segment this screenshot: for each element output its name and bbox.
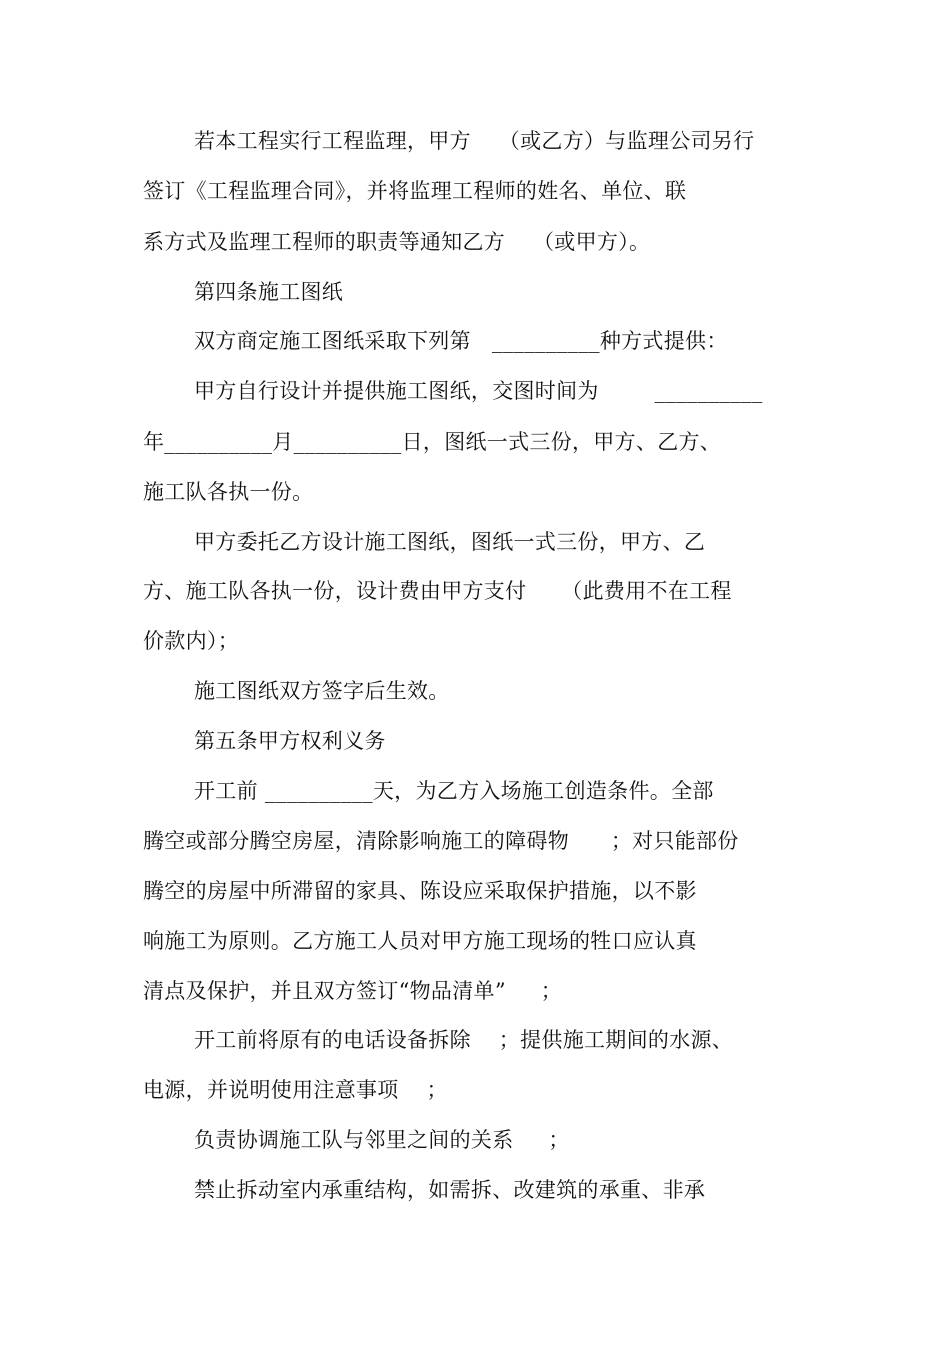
paragraph-line: 禁止拆动室内承重结构，如需拆、改建筑的承重、非承 [194, 1178, 706, 1202]
paragraph-line: 签订《工程监理合同》，并将监理工程师的姓名、单位、联 [143, 179, 687, 203]
paragraph-line: 若本工程实行工程监理，甲方 （或乙方）与监理公司另行 [194, 129, 755, 153]
paragraph-line: 年__________月__________日，图纸一式三份，甲方、乙方、 [143, 430, 722, 454]
paragraph-line: 开工前 __________天，为乙方入场施工创造条件。全部 [194, 779, 714, 803]
paragraph-line: 系方式及监理工程师的职责等通知乙方 （或甲方）。 [143, 230, 651, 254]
paragraph-line: 腾空的房屋中所滞留的家具、陈设应采取保护措施，以不影 [143, 879, 697, 903]
paragraph-line: 双方商定施工图纸采取下列第 __________种方式提供： [194, 329, 728, 353]
paragraph-line: 施工图纸双方签字后生效。 [194, 679, 450, 703]
paragraph-line: 响施工为原则。乙方施工人员对甲方施工现场的牲口应认真 [143, 929, 697, 953]
paragraph-line: 开工前将原有的电话设备拆除 ；提供施工期间的水源、 [194, 1028, 734, 1052]
paragraph-line: 腾空或部分腾空房屋，清除影响施工的障碍物 ；对只能部份 [143, 829, 739, 853]
section-heading: 第四条施工图纸 [194, 280, 344, 304]
paragraph-line: 方、施工队各执一份，设计费由甲方支付 （此费用不在工程 [143, 579, 732, 603]
paragraph-line: 电源，并说明使用注意事项 ； [143, 1078, 448, 1102]
paragraph-line: 价款内）； [143, 629, 239, 653]
paragraph-line: 甲方委托乙方设计施工图纸，图纸一式三份，甲方、乙 [194, 530, 706, 554]
paragraph-line: 施工队各执一份。 [143, 480, 314, 504]
paragraph-line: 清点及保护，并且双方签订“物品清单” ； [143, 979, 563, 1003]
paragraph-line: 负责协调施工队与邻里之间的关系 ； [194, 1128, 570, 1152]
paragraph-line: 甲方自行设计并提供施工图纸，交图时间为 __________ [194, 379, 763, 403]
section-heading: 第五条甲方权利义务 [194, 729, 386, 753]
